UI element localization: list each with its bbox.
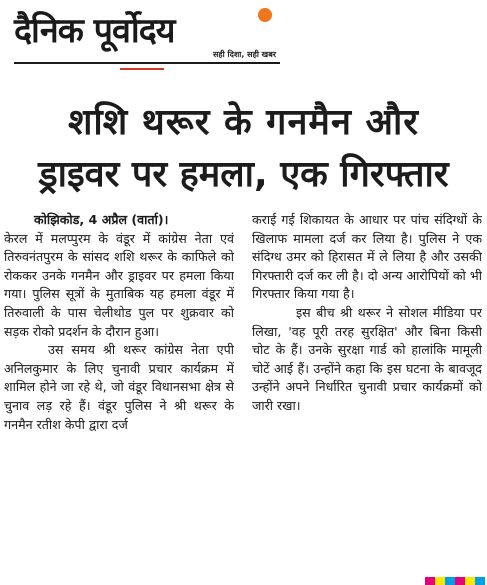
masthead-rule	[14, 62, 280, 64]
article-column-2	[252, 211, 482, 581]
article-body	[4, 211, 482, 581]
dateline-paragraph	[4, 211, 234, 230]
masthead-accent-rule	[120, 68, 164, 70]
newspaper-logo: दैनिक पूर्वोदय	[14, 11, 175, 51]
print-color-swatch	[465, 577, 475, 585]
headline-line-1: शशि थरूर के गनमैन और	[67, 102, 420, 143]
print-color-swatch	[455, 577, 465, 585]
print-color-swatch	[445, 577, 455, 585]
dateline: कोझिकोड, 4 अप्रैल (वार्ता)।	[34, 212, 169, 227]
article-headline	[0, 98, 487, 202]
article-paragraph: केरल में मलप्पुरम के वंडूर में कांग्रेस नेता एवं तिरुवनंतपुरम के सांसद शशि थरूर के काफिले को रोककर उनके गनमैन और ड्राइवर पर हमला किया गया। पुलिस सूत्रों के मुताबिक यह हमला वंडूर में तिरुवाली के पास चेलीथोड पुल पर शुक्रवार को सड़क रोको प्रदर्शन के दौरान हुआ।	[4, 230, 234, 339]
print-color-swatch	[475, 577, 485, 585]
article-paragraph: उस समय श्री थरूर कांग्रेस नेता एपी अनिलकुमार के लिए चुनावी प्रचार कार्यक्रम में शामिल होने जा रहे थे, जो वंडूर विधानसभा क्षेत्र से चुनाव लड़ रहे हैं। वंडूर पुलिस ने श्री थरूर के गनमैन रतीश केपी द्वारा दर्ज	[4, 342, 234, 432]
article-paragraph: कराई गई शिकायत के आधार पर पांच संदिग्धों के खिलाफ मामला दर्ज कर लिया है। पुलिस ने एक संदिग्ध उमर को हिरासत में ले लिया है और उसकी गिरफ्तारी दर्ज कर ली है। दो अन्य आरोपियों को भी गिरफ्तार किया गया है।	[252, 212, 482, 302]
masthead	[0, 0, 487, 78]
article-column-1	[4, 211, 234, 581]
newspaper-tagline: सही दिशा, सही खबर	[213, 50, 277, 59]
article-paragraph: इस बीच श्री थरूर ने सोशल मीडिया पर लिखा, 'वह पूरी तरह सुरक्षित' और बिना किसी चोट के हैं। उनके सुरक्षा गार्ड को हालांकि मामूली चोटें आई हैं। उन्होंने कहा कि इस घटना के बावजूद उन्होंने अपने निर्धारित चुनावी प्रचार कार्यक्रमों को जारी रखा।	[252, 304, 482, 413]
headline-line-2: ड्राइवर पर हमला, एक गिरफ्तार	[38, 154, 449, 195]
print-color-swatch	[425, 577, 435, 585]
print-color-swatch	[435, 577, 445, 585]
logo-sun-icon	[258, 8, 272, 22]
